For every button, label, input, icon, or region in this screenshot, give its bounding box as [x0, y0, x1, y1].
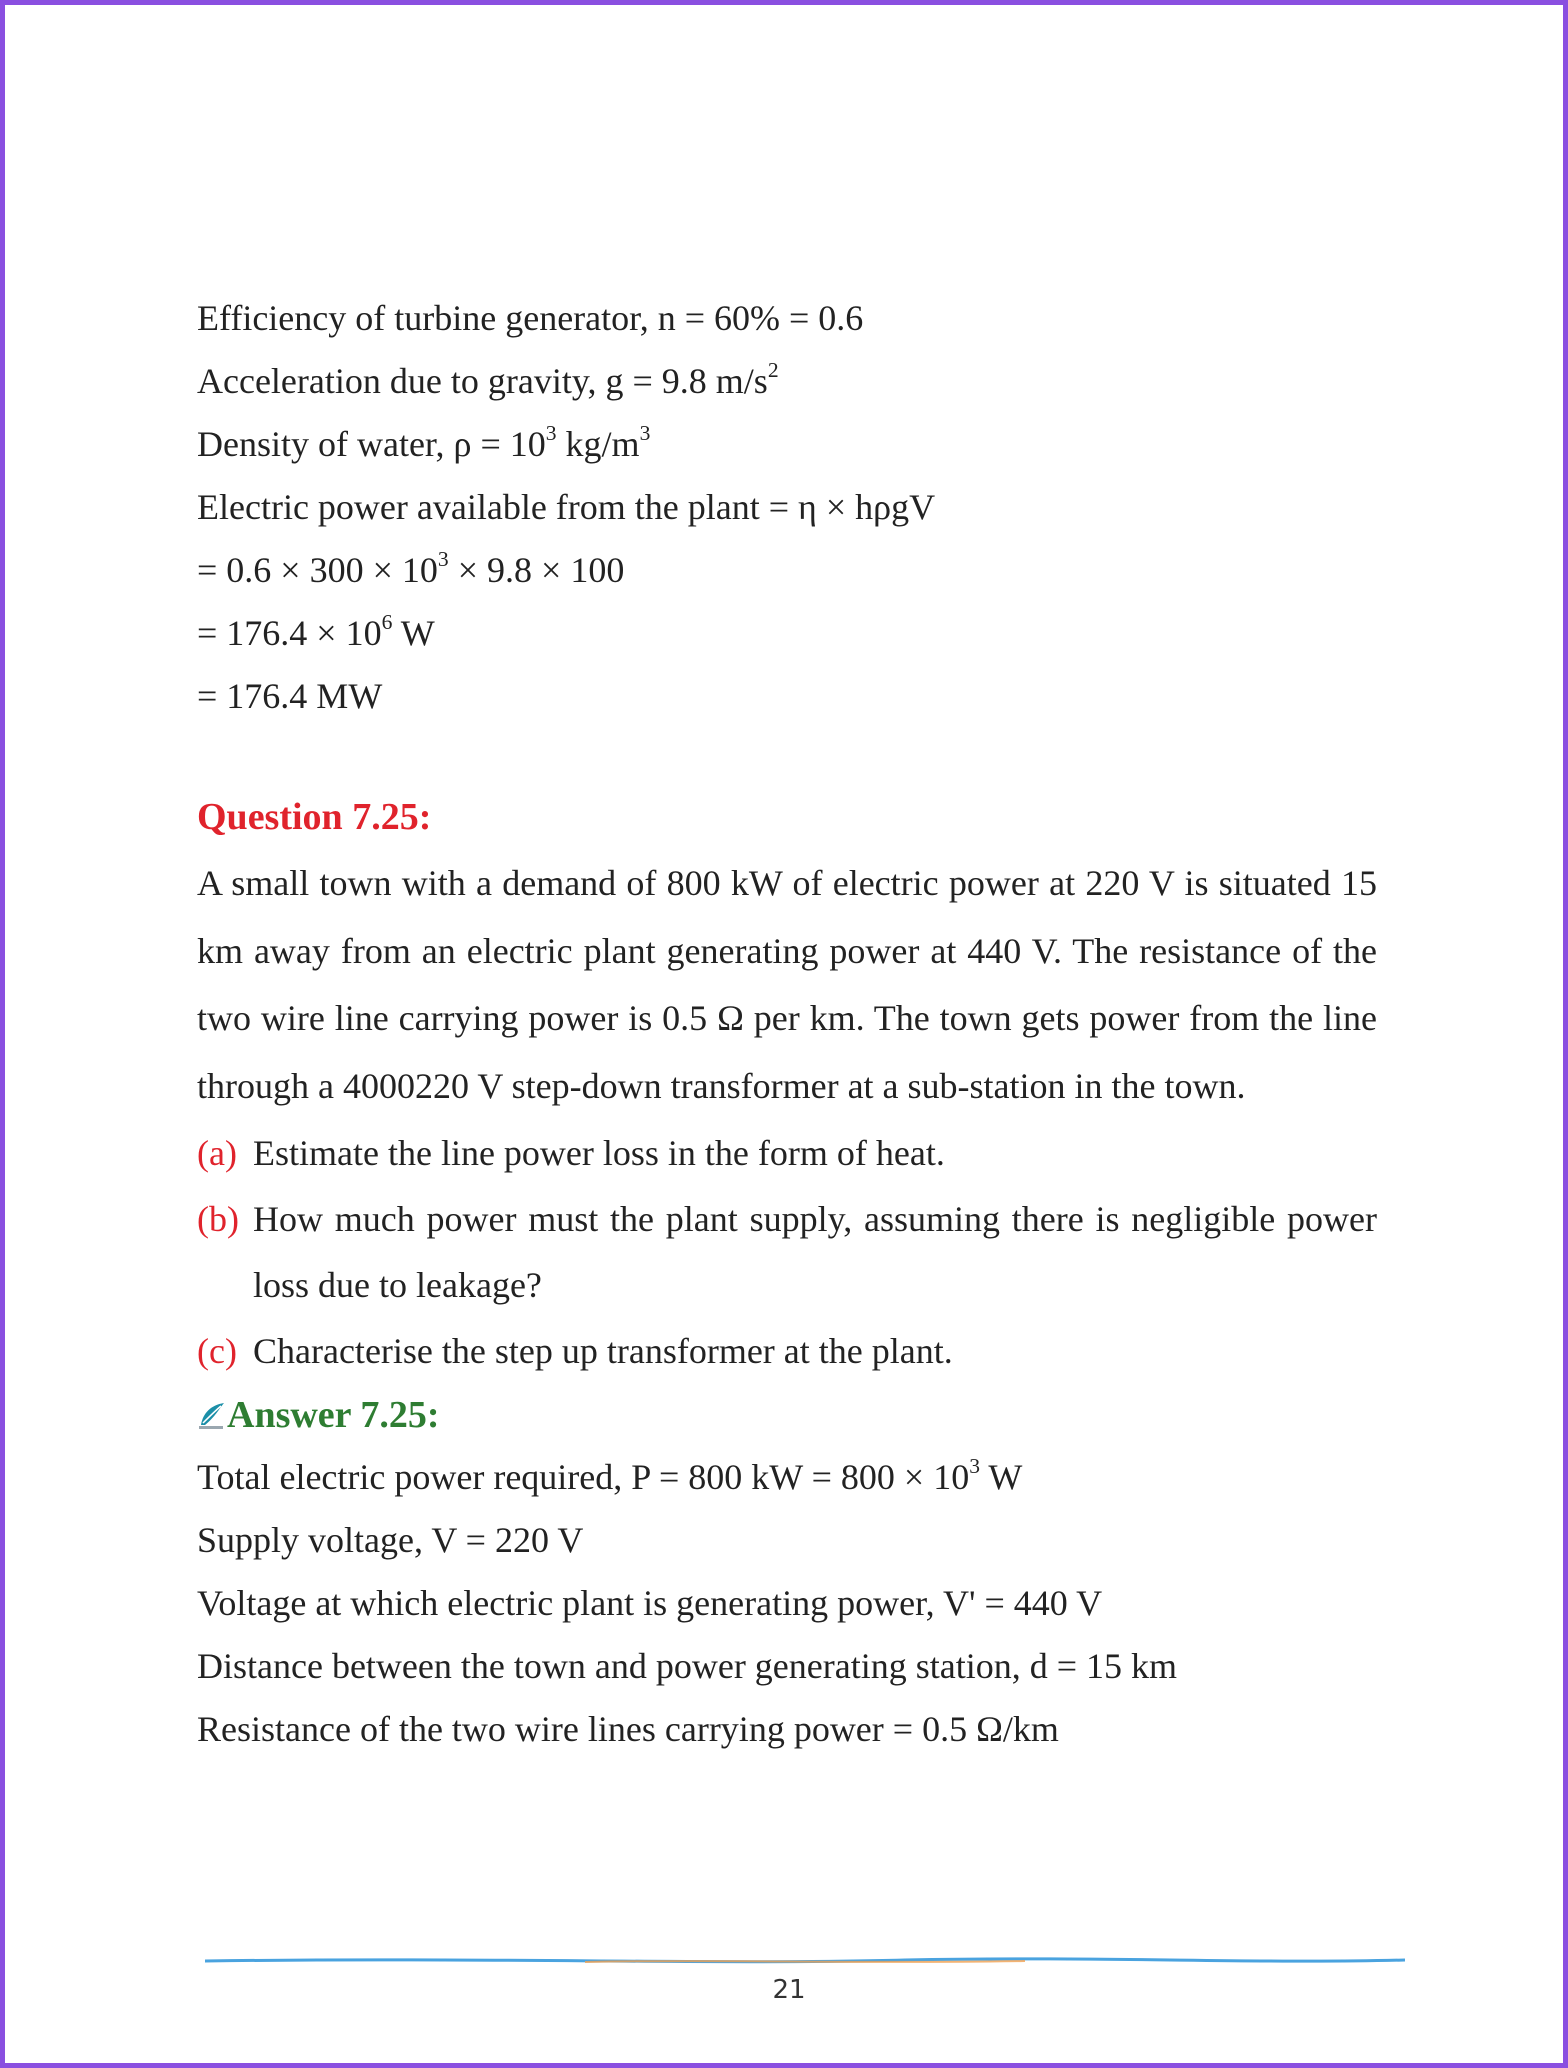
- given-line: = 176.4 MW: [197, 676, 383, 716]
- given-line: = $176.4 \times 10^6$ W: [197, 609, 435, 653]
- answer-line: Total electric power required, P = 800 kW = $800 \times 10^3$ W: [197, 1453, 1023, 1497]
- given-line: = $0.6 \times 300 \times 10^3 \times 9.8 \times 100$: [197, 546, 625, 590]
- answer-line: Voltage at which electric plant is generating power, V' = 440 V: [197, 1583, 1103, 1623]
- given-line: Efficiency of turbine generator, n = 60% = 0.6: [197, 298, 864, 338]
- part-text: Estimate the line power loss in the form of heat.: [253, 1133, 945, 1173]
- question-part-c: [197, 1318, 1377, 1384]
- answer-heading: Answer 7.25:: [197, 1384, 1377, 1446]
- page-number: 21: [772, 1975, 806, 2005]
- answer-line: Resistance of the two wire lines carrying power = 0.5 Ω/km: [197, 1709, 1059, 1749]
- pen-logo-icon: [197, 1399, 227, 1431]
- part-text: How much power must the plant supply, assuming there is negligible power loss due to leakage?: [253, 1199, 1377, 1305]
- question-heading: Question 7.25:: [197, 796, 432, 838]
- given-line: Electric power available from the plant = η × hρgV: [197, 487, 936, 527]
- question-part-b: [197, 1186, 1377, 1318]
- part-text: Characterise the step up transformer at the plant.: [253, 1331, 953, 1371]
- question-part-a: [197, 1120, 1377, 1186]
- footer-rule: [205, 1955, 1405, 1967]
- content: [197, 287, 1377, 1761]
- answer-line: Supply voltage, V = 220 V: [197, 1520, 584, 1560]
- part-label: (c): [197, 1331, 237, 1371]
- given-line: Density of water, $\rho = 10^3$ $kg/m^3$: [197, 420, 651, 464]
- given-line: Acceleration due to gravity, g = 9.8 $m/s^2$: [197, 357, 779, 401]
- part-label: (b): [197, 1199, 239, 1239]
- part-label: (a): [197, 1133, 237, 1173]
- question-body: A small town with a demand of 800 kW of electric power at 220 V is situated 15 km away from an electric plant generating power at 440 V. The resistance of the two wire line carrying power is 0.5 Ω per km. The town gets power from the line through a 4000220 V step-down transformer at a sub-station in the town.: [197, 863, 1377, 1106]
- answer-line: Distance between the town and power generating station, d = 15 km: [197, 1646, 1178, 1686]
